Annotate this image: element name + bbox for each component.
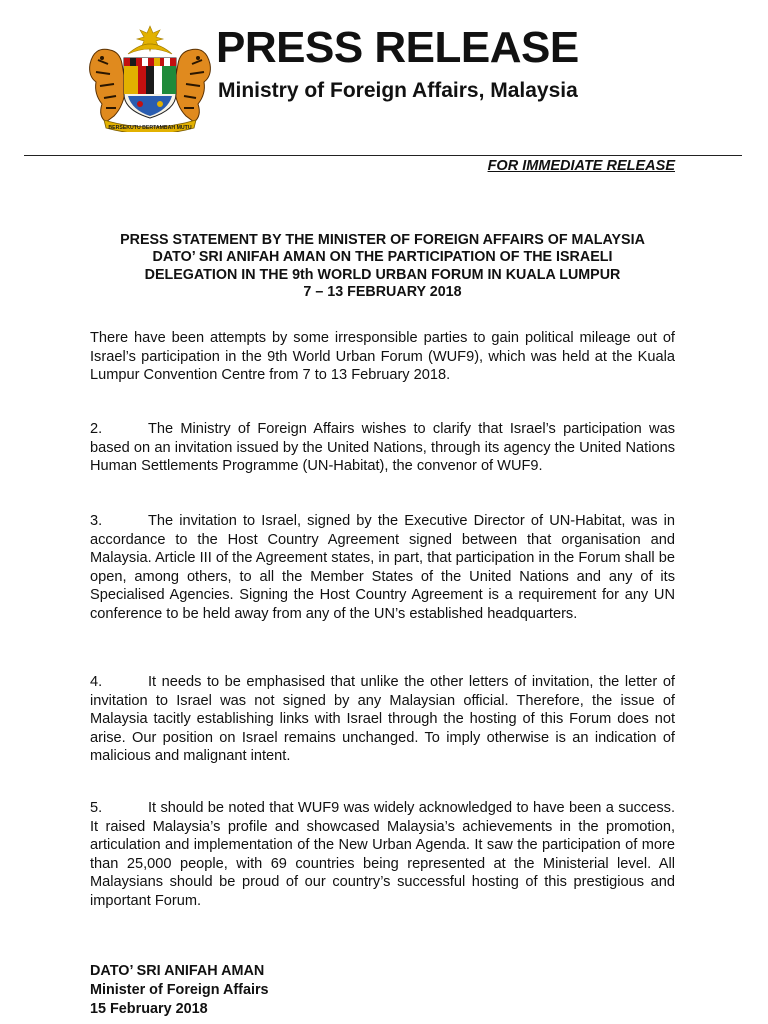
paragraph-1 [90,329,675,385]
crest-motto: BERSEKUTU BERTAMBAH MUTU [108,125,192,131]
paragraph-4 [90,673,675,766]
ministry-name: Ministry of Foreign Affairs, Malaysia [218,79,578,102]
paragraph-2 [90,420,675,476]
heading-line: PRESS STATEMENT BY THE MINISTER OF FOREIGN AFFAIRS OF MALAYSIA [120,232,645,248]
paragraph-number: 5. [90,800,103,816]
signature-date: 15 February 2018 [90,1001,208,1017]
release-notice: FOR IMMEDIATE RELEASE [487,158,675,174]
paragraph-text: It needs to be emphasised that unlike the other letters of invitation, the letter of invitation to Israel was not signed by any Malaysian official. Therefore, the issue of Malaysia tacitly establishing links with Israel through the hosting of this Forum does not arise. Our position on Israel remains unchanged. To imply otherwise is an indication of malicious and malignant intent. [90,674,675,764]
malaysia-coat-of-arms-icon [84,24,216,132]
paragraph-5 [90,799,675,910]
header-divider [24,155,742,156]
signatory-title: Minister of Foreign Affairs [90,982,269,998]
statement-heading [90,232,675,301]
page-title: PRESS RELEASE [216,23,579,72]
paragraph-text: The invitation to Israel, signed by the Executive Director of UN-Habitat, was in accordance to the Host Country Agreement signed between that organisation and Malaysia. Article III of the Agreement states, in part, that participation in the Forum shall be open, among others, to all the Member States of the United Nations and any of its Specialised Agencies. Signing the Host Country Agreement is a requirement for any UN conference to be held away from any of the UN’s established headquarters. [90,513,675,622]
heading-line: 7 – 13 FEBRUARY 2018 [303,283,462,300]
paragraph-number: 3. [90,513,103,529]
heading-line: DELEGATION IN THE 9th WORLD URBAN FORUM IN KUALA LUMPUR [144,266,621,283]
paragraph-text: It should be noted that WUF9 was widely acknowledged to have been a success. It raised Malaysia’s profile and showcased Malaysia’s achievements in the promotion, articulation and implementation of the New Urban Agenda. It saw the participation of more than 25,000 people, with 69 countries being represented at the Ministerial level. All Malaysians should be proud of our country’s successful hosting of this prestigious and important Forum. [90,800,675,909]
paragraph-number: 2. [90,421,103,437]
paragraph-number: 4. [90,674,103,690]
signatory-name: DATO’ SRI ANIFAH AMAN [90,963,265,979]
signature-block [90,962,269,1019]
paragraph-3 [90,512,675,623]
paragraph-text: There have been attempts by some irresponsible parties to gain political mileage out of Israel’s participation in the 9th World Urban Forum (WUF9), which was held at the Kuala Lumpur Convention Centre from 7 to 13 February 2018. [90,330,675,383]
paragraph-text: The Ministry of Foreign Affairs wishes to clarify that Israel’s participation was based on an invitation issued by the United Nations, through its agency the United Nations Human Settlements Programme (UN-Habitat), the convenor of WUF9. [90,421,675,474]
heading-line: DATO’ SRI ANIFAH AMAN ON THE PARTICIPATION OF THE ISRAELI [152,249,613,266]
